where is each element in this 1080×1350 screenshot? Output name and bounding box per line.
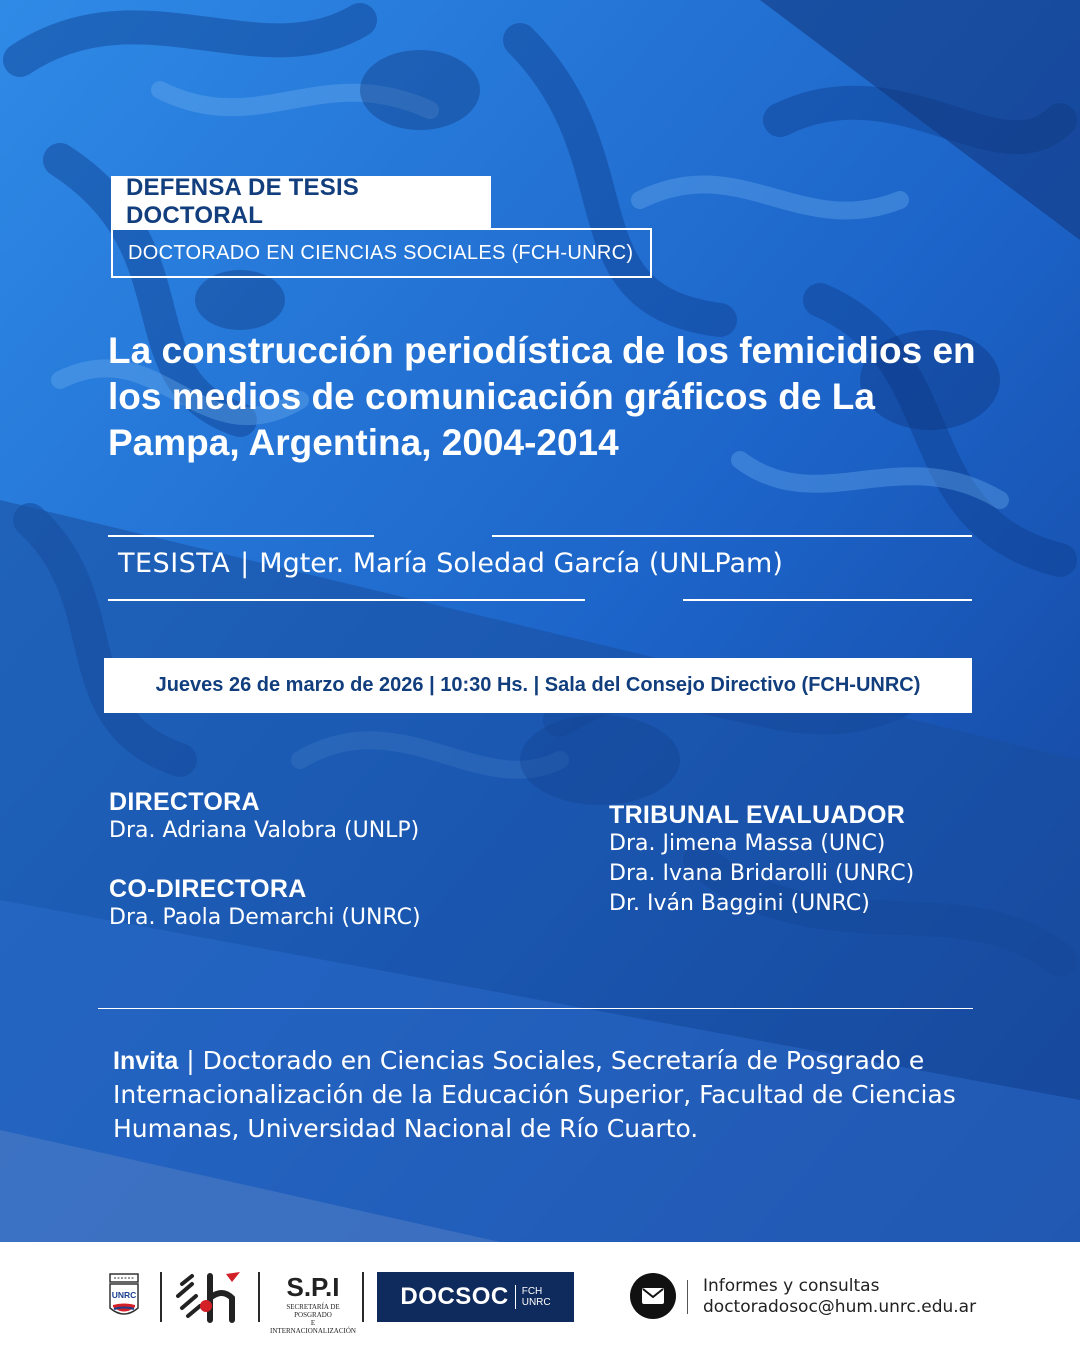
co-directora-block: [109, 875, 421, 933]
envelope-icon: [630, 1273, 676, 1319]
tribunal-member: Dr. Iván Baggini (UNRC): [609, 891, 870, 916]
spi-logo: [270, 1272, 356, 1335]
docsoc-logo-divider: [515, 1285, 516, 1309]
invita-body: Doctorado en Ciencias Sociales, Secretaría de Posgrado e Internacionalización de la Educación Superior, Facultad de Ciencias Humanas, Universidad Nacional de Río Cuarto.: [113, 1046, 956, 1143]
divider-line: [492, 535, 972, 537]
tesista-separator: |: [240, 548, 250, 579]
docsoc-logo: [377, 1272, 574, 1322]
divider-line: [683, 599, 972, 601]
contact-email[interactable]: doctoradosoc@hum.unrc.edu.ar: [703, 1297, 977, 1317]
unrc-logo-text: UNRC: [111, 1290, 137, 1300]
logo-separator: [362, 1272, 364, 1322]
fch-logo: [176, 1270, 244, 1324]
docsoc-logo-subtext: [522, 1286, 551, 1308]
directora-name: Dra. Adriana Valobra (UNLP): [109, 818, 420, 843]
spi-subtitle-line: E INTERNACIONALIZACIÓN: [270, 1319, 356, 1335]
directora-heading: DIRECTORA: [109, 788, 260, 816]
contact-info: [703, 1276, 976, 1318]
divider-line: [98, 1008, 973, 1009]
tribunal-member: Dra. Ivana Bridarolli (UNRC): [609, 861, 915, 886]
tribunal-block: [609, 801, 914, 919]
docsoc-logo-text: DOCSOC: [400, 1283, 509, 1310]
spi-logo-subtitle: [270, 1303, 356, 1335]
invita-label: Invita: [113, 1047, 179, 1075]
invita-text: [113, 1044, 993, 1146]
divider-line: [108, 599, 585, 601]
tribunal-heading: TRIBUNAL EVALUADOR: [609, 801, 906, 829]
docsoc-sub-line: UNRC: [521, 1297, 551, 1308]
program-label: DOCTORADO EN CIENCIAS SOCIALES (FCH-UNRC): [111, 228, 652, 278]
tesista-name: Mgter. María Soledad García (UNLPam): [259, 548, 783, 579]
event-type-label: DEFENSA DE TESIS DOCTORAL: [111, 176, 491, 228]
tesista-label: TESISTA: [118, 548, 231, 579]
spi-subtitle-line: SECRETARÍA DE POSGRADO: [286, 1303, 340, 1319]
unrc-logo: [108, 1272, 140, 1322]
spi-logo-title: S.P.I: [286, 1272, 340, 1302]
contact-separator: [687, 1280, 688, 1314]
contact-label: Informes y consultas: [703, 1276, 880, 1296]
logo-separator: [160, 1272, 162, 1322]
invita-separator: |: [178, 1046, 203, 1075]
divider-line: [108, 535, 374, 537]
logo-separator: [258, 1272, 260, 1322]
docsoc-sub-line: FCH: [521, 1286, 543, 1297]
tesista-row: [118, 548, 783, 579]
thesis-title: La construcción periodística de los femicidios en los medios de comunicación gráficos de La Pampa, Argentina, 2004-2014: [108, 330, 976, 463]
co-directora-name: Dra. Paola Demarchi (UNRC): [109, 905, 421, 930]
directora-block: [109, 788, 419, 846]
tribunal-member: Dra. Jimena Massa (UNC): [609, 831, 886, 856]
co-directora-heading: CO-DIRECTORA: [109, 875, 307, 903]
event-details: Jueves 26 de marzo de 2026 | 10:30 Hs. | Sala del Consejo Directivo (FCH-UNRC): [104, 658, 972, 713]
